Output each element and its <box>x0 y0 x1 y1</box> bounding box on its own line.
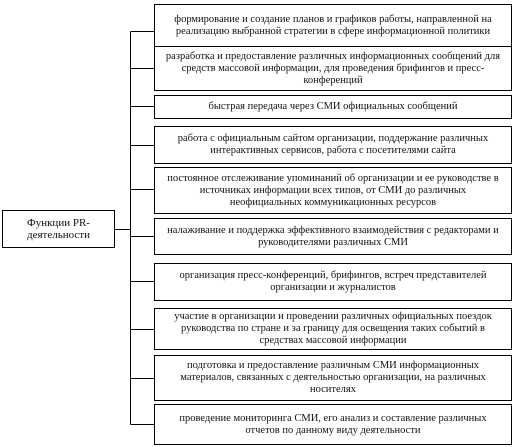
function-node-4 <box>154 126 512 164</box>
root-node-label: Функции PR-деятельности <box>27 217 90 241</box>
function-node-label: подготовка и предоставление различным СМИ информационных материалов, связанных с деятельностью организации, на различных носителях <box>180 360 486 395</box>
function-node-6 <box>154 218 512 255</box>
function-node-9 <box>154 355 512 401</box>
function-node-10 <box>154 404 512 445</box>
function-node-label: формирование и создание планов и графиков работы, направленной на реализацию выбранной стратегии в сфере информационной политики <box>174 13 492 37</box>
function-node-label: проведение мониторинга СМИ, его анализ и составление различных отчетов по данному виду деятельности <box>179 412 487 436</box>
function-node-label: участие в организации и проведении различных официальных поездок руководства по стране и за границу для освещения таких событий в средствах массовой информации <box>174 311 492 346</box>
function-node-label: налаживание и поддержка эффективного взаимодействия с редакторами и руководителями различных СМИ <box>167 224 499 248</box>
function-node-1 <box>154 4 512 47</box>
function-node-label: постоянное отслеживание упоминаний об организации и ее руководстве в источниках информации всех типов, от СМИ до различных неофициальных коммуникационных ресурсов <box>167 172 499 208</box>
function-node-label: работа с официальным сайтом организации, поддержание различных интерактивных сервисов, работа с посетителями сайта <box>177 133 489 156</box>
function-node-label: организация пресс-конференций, брифингов, встреч представителей организации и журналистов <box>179 270 487 293</box>
function-node-2 <box>154 46 512 91</box>
function-node-3 <box>154 95 512 119</box>
function-node-7 <box>154 263 512 301</box>
function-node-5 <box>154 167 512 214</box>
root-node-pr-functions <box>2 210 115 248</box>
function-node-label: разработка и предоставление различных информационных сообщений для средств массовой информации, для проведения брифингов и пресс-конференций <box>165 50 501 86</box>
function-node-8 <box>154 308 512 350</box>
function-node-label: быстрая передача через СМИ официальных сообщений <box>208 101 458 112</box>
